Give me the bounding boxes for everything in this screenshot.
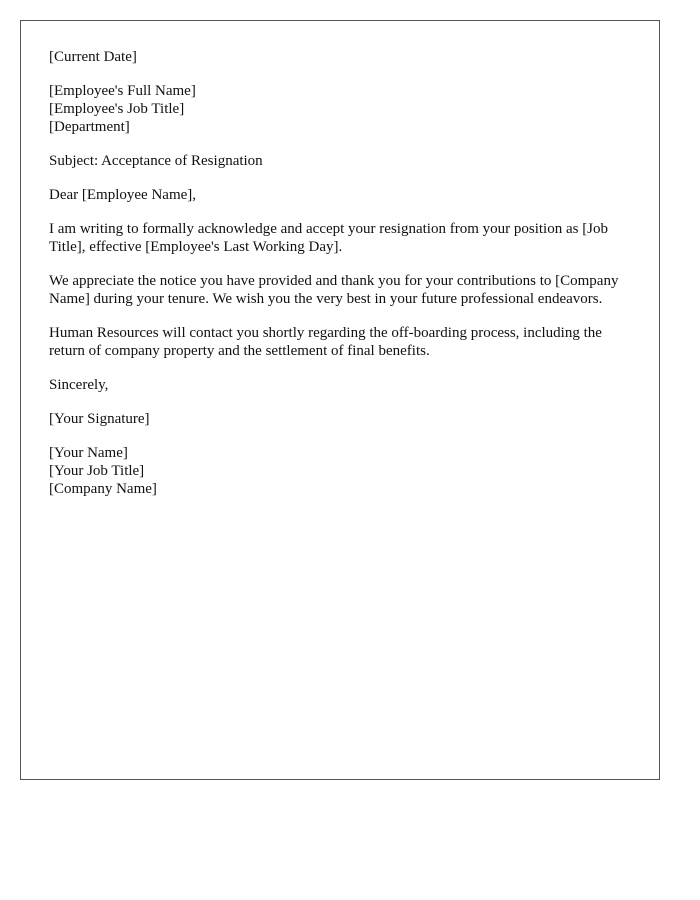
sender-block [49,444,631,498]
letter-subject: Subject: Acceptance of Resignation [49,153,263,169]
sender-company: [Company Name] [49,481,157,497]
letter-page [20,20,660,780]
letter-paragraph-offboarding: Human Resources will contact you shortly regarding the off-boarding process, including the return of company property and the settlement of final benefits. [49,325,602,359]
letter-paragraph-acceptance: I am writing to formally acknowledge and accept your resignation from your position as [Job Title], effective [Employee's Last Working Day]. [49,221,609,255]
recipient-department: [Department] [49,119,130,135]
letter-paragraph-appreciation: We appreciate the notice you have provided and thank you for your contributions to [Company Name] during your tenure. We wish you the very best in your future professional endeavors. [49,273,619,307]
recipient-address [49,82,631,136]
recipient-job-title: [Employee's Job Title] [49,101,185,117]
letter-closing: Sincerely, [49,377,109,393]
recipient-name: [Employee's Full Name] [49,83,196,99]
letter-signature: [Your Signature] [49,411,150,427]
sender-name: [Your Name] [49,445,128,461]
letter-date: [Current Date] [49,49,137,65]
sender-job-title: [Your Job Title] [49,463,145,479]
letter-salutation: Dear [Employee Name], [49,187,197,203]
